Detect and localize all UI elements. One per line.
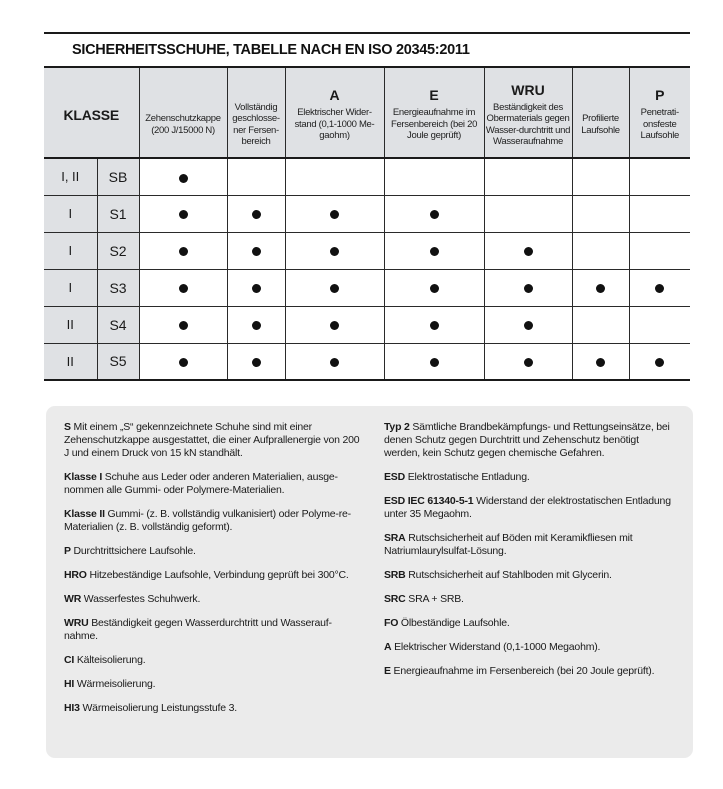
table-row	[44, 269, 690, 306]
bullet-mark	[430, 321, 439, 330]
legend-note	[384, 569, 675, 582]
legend-text: Beständigkeit gegen Wasserdurchtritt und Wasserauf-nahme.	[64, 617, 332, 642]
bullet-mark	[330, 247, 339, 256]
bullet-mark	[252, 247, 261, 256]
property-cell	[139, 195, 227, 232]
legend-text: Widerstand der elektrostatischen Entladung unter 35 Megaohm.	[384, 495, 671, 520]
legend-text: Kälteisolierung.	[74, 654, 146, 666]
legend-key: Klasse I	[64, 471, 103, 483]
legend-key: ESD	[384, 471, 405, 483]
table-row	[44, 232, 690, 269]
property-cell	[572, 269, 629, 306]
legend-note	[64, 508, 364, 534]
property-cell	[227, 306, 285, 343]
legend-text: Sämtliche Brandbekämpfungs- und Rettungseinsätze, bei denen Schutz gegen Durchtritt und Zehenschutz benötigt werden, kein Schutz gegen chemische Gefahren.	[384, 421, 670, 459]
bullet-mark	[655, 358, 664, 367]
column-description: Profilierte Laufsohle	[581, 113, 620, 136]
bullet-mark	[252, 284, 261, 293]
property-cell	[227, 158, 285, 195]
bullet-mark	[430, 358, 439, 367]
legend-note	[384, 471, 675, 484]
klasse-header: KLASSE	[44, 67, 139, 158]
legend-text: Ölbeständige Laufsohle.	[398, 617, 510, 629]
property-cell	[572, 306, 629, 343]
column-header	[139, 67, 227, 158]
bullet-mark	[330, 210, 339, 219]
legend-key: A	[384, 641, 392, 653]
property-cell	[285, 232, 384, 269]
bullet-mark	[430, 284, 439, 293]
property-cell	[285, 343, 384, 380]
table-title: SICHERHEITSSCHUHE, TABELLE NACH EN ISO 20345:2011	[44, 32, 690, 66]
legend-panel	[46, 406, 693, 758]
klasse-cell: I	[44, 269, 97, 306]
legend-note	[384, 421, 675, 460]
property-cell	[629, 195, 690, 232]
legend-text: Hitzebeständige Laufsohle, Verbindung geprüft bei 300°C.	[86, 569, 349, 581]
klasse-cell: I, II	[44, 158, 97, 195]
klasse-cell: I	[44, 232, 97, 269]
bullet-mark	[179, 247, 188, 256]
property-cell	[384, 343, 484, 380]
property-cell	[139, 343, 227, 380]
bullet-mark	[524, 284, 533, 293]
legend-key: WR	[64, 593, 82, 605]
table-row	[44, 195, 690, 232]
legend-key: P	[64, 545, 71, 557]
header-row	[44, 67, 690, 158]
legend-text: Elektrischer Widerstand (0,1-1000 Megaohm).	[391, 641, 601, 653]
legend-text: Energieaufnahme im Fersenbereich (bei 20 Joule geprüft).	[390, 665, 655, 677]
property-cell	[629, 232, 690, 269]
legend-key: SRC	[384, 593, 406, 605]
column-description: Energieaufnahme im Fersenbereich (bei 20 Joule geprüft)	[390, 107, 478, 142]
property-cell	[227, 343, 285, 380]
bullet-mark	[179, 358, 188, 367]
column-letter	[574, 93, 628, 113]
column-letter: P	[655, 87, 665, 104]
column-header	[384, 67, 484, 158]
klasse-cell: I	[44, 195, 97, 232]
legend-text: Rutschsicherheit auf Böden mit Keramikfliesen mit Natriumlaurylsulfat-Lösung.	[384, 532, 633, 557]
bullet-mark	[179, 321, 188, 330]
property-cell	[285, 269, 384, 306]
bullet-mark	[524, 358, 533, 367]
bullet-mark	[330, 321, 339, 330]
legend-text: Wärmeisolierung Leistungsstufe 3.	[79, 702, 237, 714]
bullet-mark	[655, 284, 664, 293]
bullet-mark	[524, 247, 533, 256]
property-cell	[484, 158, 572, 195]
bullet-mark	[252, 358, 261, 367]
column-letter: WRU	[511, 81, 545, 98]
property-cell	[484, 343, 572, 380]
table-body	[44, 158, 690, 380]
category-code-cell: S3	[97, 269, 139, 306]
property-cell	[285, 195, 384, 232]
legend-note	[64, 617, 364, 643]
legend-note	[64, 593, 364, 606]
column-description: Elektrischer Wider-stand (0,1-1000 Me-gaohm)	[294, 107, 375, 142]
property-cell	[629, 343, 690, 380]
property-cell	[384, 269, 484, 306]
legend-text: Rutschsicherheit auf Stahlboden mit Glycerin.	[405, 569, 612, 581]
category-code-cell: S5	[97, 343, 139, 380]
column-description: Beständigkeit des Obermaterials gegen Wasser-durchtritt und Wasseraufnahme	[485, 101, 571, 147]
bullet-mark	[524, 321, 533, 330]
legend-key: S	[64, 421, 71, 433]
property-cell	[484, 269, 572, 306]
property-cell	[139, 232, 227, 269]
property-cell	[285, 158, 384, 195]
bullet-mark	[596, 284, 605, 293]
column-description: Zehenschutzkappe (200 J/15000 N)	[145, 113, 221, 136]
property-cell	[227, 195, 285, 232]
legend-note	[64, 654, 364, 667]
legend-note	[384, 617, 675, 630]
legend-note	[64, 569, 364, 582]
legend-note	[64, 702, 364, 715]
column-letter	[229, 82, 284, 102]
bullet-mark	[430, 247, 439, 256]
legend-note	[64, 421, 364, 460]
legend-column-left	[64, 421, 364, 758]
column-description: Vollständig geschlosse-ner Fersen-bereich	[232, 101, 280, 147]
legend-key: Klasse II	[64, 508, 105, 520]
legend-text: Elektrostatische Entladung.	[405, 471, 530, 483]
property-cell	[139, 269, 227, 306]
property-cell	[285, 306, 384, 343]
klasse-cell: II	[44, 306, 97, 343]
legend-note	[64, 545, 364, 558]
legend-text: Durchtrittsichere Laufsohle.	[70, 545, 196, 557]
category-code-cell: S2	[97, 232, 139, 269]
table-row	[44, 158, 690, 195]
column-letter	[141, 93, 226, 113]
bullet-mark	[330, 358, 339, 367]
legend-note	[384, 495, 675, 521]
legend-note	[64, 678, 364, 691]
bullet-mark	[252, 210, 261, 219]
bullet-mark	[596, 358, 605, 367]
klasse-cell: II	[44, 343, 97, 380]
legend-note	[384, 532, 675, 558]
bullet-mark	[330, 284, 339, 293]
legend-text: Schuhe aus Leder oder anderen Materialien, ausge-nommen alle Gummi- oder Polymere-Materialien.	[64, 471, 338, 496]
property-cell	[139, 306, 227, 343]
legend-key: FO	[384, 617, 399, 629]
column-header	[484, 67, 572, 158]
bullet-mark	[179, 210, 188, 219]
legend-key: Typ 2	[384, 421, 410, 433]
property-cell	[484, 195, 572, 232]
legend-text: Gummi- (z. B. vollständig vulkanisiert) oder Polyme-re-Materialien (z. B. vollständig geformt).	[64, 508, 351, 533]
property-cell	[484, 306, 572, 343]
column-description: Penetrati-onsfeste Laufsohle	[640, 107, 679, 142]
property-cell	[629, 158, 690, 195]
property-cell	[227, 232, 285, 269]
legend-key: E	[384, 665, 391, 677]
column-header	[572, 67, 629, 158]
property-cell	[572, 195, 629, 232]
legend-key: ESD IEC 61340-5-1	[384, 495, 474, 507]
bullet-mark	[252, 321, 261, 330]
property-cell	[572, 232, 629, 269]
legend-key: WRU	[64, 617, 89, 629]
category-code-cell: SB	[97, 158, 139, 195]
legend-note	[64, 471, 364, 497]
category-code-cell: S1	[97, 195, 139, 232]
legend-note	[384, 665, 675, 678]
legend-key: SRB	[384, 569, 406, 581]
property-cell	[384, 158, 484, 195]
table-row	[44, 343, 690, 380]
legend-key: HI3	[64, 702, 80, 714]
safety-shoe-table	[44, 66, 690, 381]
property-cell	[572, 343, 629, 380]
column-letter: E	[429, 87, 439, 104]
bullet-mark	[179, 284, 188, 293]
property-cell	[384, 306, 484, 343]
property-cell	[227, 269, 285, 306]
legend-text: SRA + SRB.	[405, 593, 464, 605]
legend-text: Mit einem „S“ gekennzeichnete Schuhe sind mit einer Zehenschutzkappe ausgestattet, die einer Aufprallenergie von 200 J und einem Druck von 15 kN standhält.	[64, 421, 360, 459]
legend-key: HRO	[64, 569, 87, 581]
legend-key: SRA	[384, 532, 406, 544]
bullet-mark	[179, 174, 188, 183]
property-cell	[629, 306, 690, 343]
table-row	[44, 306, 690, 343]
property-cell	[384, 195, 484, 232]
property-cell	[484, 232, 572, 269]
column-letter: A	[329, 87, 340, 104]
legend-key: CI	[64, 654, 75, 666]
property-cell	[629, 269, 690, 306]
legend-column-right	[384, 421, 675, 758]
legend-key: HI	[64, 678, 75, 690]
property-cell	[384, 232, 484, 269]
column-header	[227, 67, 285, 158]
bullet-mark	[430, 210, 439, 219]
column-header	[629, 67, 690, 158]
property-cell	[572, 158, 629, 195]
column-header	[285, 67, 384, 158]
legend-text: Wasserfestes Schuhwerk.	[81, 593, 201, 605]
legend-note	[384, 593, 675, 606]
legend-note	[384, 641, 675, 654]
category-code-cell: S4	[97, 306, 139, 343]
property-cell	[139, 158, 227, 195]
legend-text: Wärmeisolierung.	[74, 678, 156, 690]
